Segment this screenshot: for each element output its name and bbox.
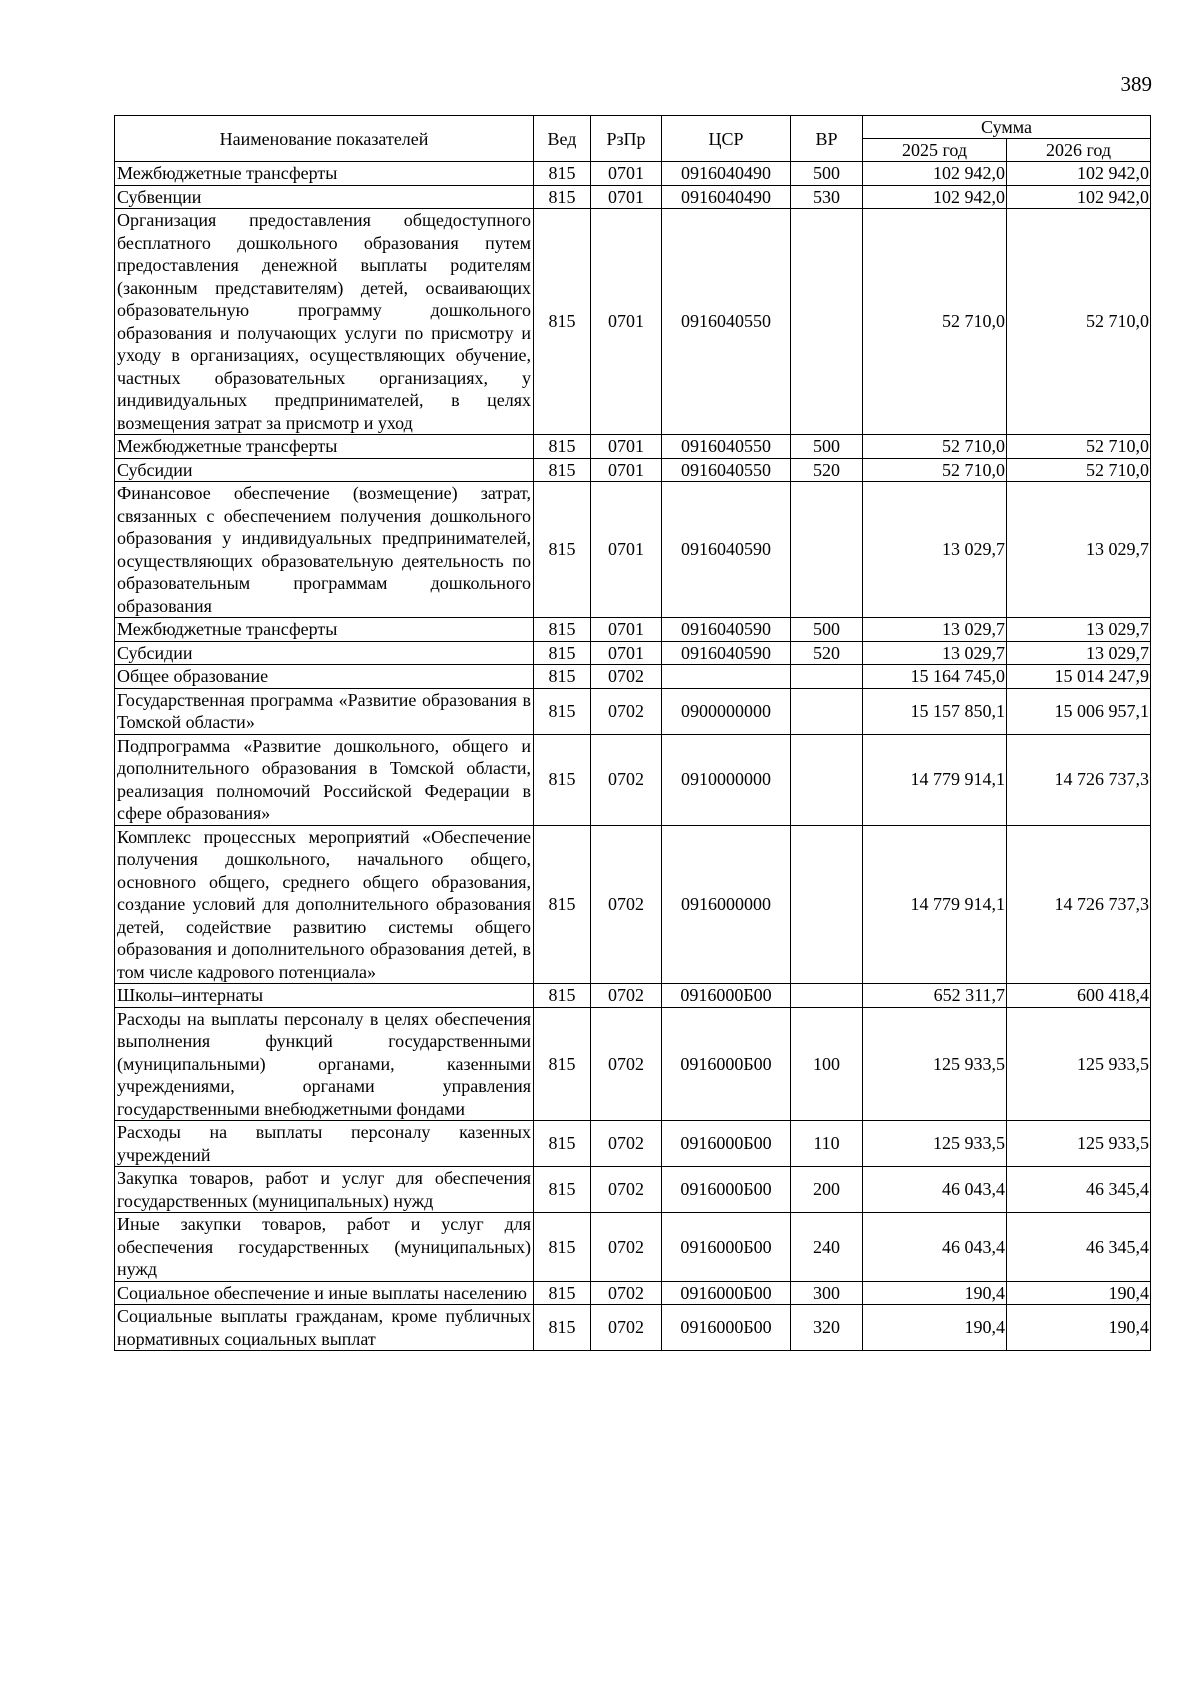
cell-rzpr: 0701 [591, 458, 662, 482]
cell-ved: 815 [534, 482, 591, 618]
table-row [115, 209, 1151, 435]
cell-amount-2026: 13 029,7 [1007, 482, 1151, 618]
cell-vr [791, 209, 863, 435]
cell-ved: 815 [534, 984, 591, 1008]
cell-csr: 0916000Б00 [662, 1213, 791, 1282]
table-row [115, 162, 1151, 186]
cell-vr: 500 [791, 618, 863, 642]
cell-amount-2026: 46 345,4 [1007, 1167, 1151, 1213]
cell-ved: 815 [534, 665, 591, 689]
cell-rzpr: 0701 [591, 185, 662, 209]
cell-name: Финансовое обеспечение (возмещение) затрат, связанных с обеспечением получения дошкольного образования у индивидуальных предпринимателей, осуществляющих образовательную деятельность по образовательным программам дошкольного образования [115, 482, 534, 618]
cell-amount-2025: 52 710,0 [863, 209, 1007, 435]
cell-name: Закупка товаров, работ и услуг для обеспечения государственных (муниципальных) нужд [115, 1167, 534, 1213]
budget-table [114, 115, 1151, 1351]
cell-rzpr: 0702 [591, 984, 662, 1008]
cell-rzpr: 0701 [591, 162, 662, 186]
table-row [115, 1281, 1151, 1305]
cell-csr: 0900000000 [662, 688, 791, 734]
table-row [115, 665, 1151, 689]
table-row [115, 1305, 1151, 1351]
cell-amount-2025: 46 043,4 [863, 1213, 1007, 1282]
cell-amount-2026: 600 418,4 [1007, 984, 1151, 1008]
cell-amount-2025: 125 933,5 [863, 1007, 1007, 1121]
cell-csr: 0916040590 [662, 618, 791, 642]
cell-rzpr: 0702 [591, 1007, 662, 1121]
cell-name: Комплекс процессных мероприятий «Обеспечение получения дошкольного, начального общего, основного общего, среднего общего образования, создание условий для дополнительного образования детей, содействие развитию системы общего образования и дополнительного образования детей, в том числе кадрового потенциала» [115, 825, 534, 984]
cell-rzpr: 0702 [591, 665, 662, 689]
cell-ved: 815 [534, 641, 591, 665]
cell-amount-2025: 14 779 914,1 [863, 825, 1007, 984]
cell-rzpr: 0701 [591, 482, 662, 618]
cell-vr [791, 825, 863, 984]
cell-ved: 815 [534, 185, 591, 209]
cell-ved: 815 [534, 825, 591, 984]
cell-ved: 815 [534, 1167, 591, 1213]
cell-csr: 0916040550 [662, 209, 791, 435]
cell-name: Межбюджетные трансферты [115, 618, 534, 642]
table-row [115, 185, 1151, 209]
cell-ved: 815 [534, 1007, 591, 1121]
cell-amount-2025: 52 710,0 [863, 435, 1007, 459]
cell-name: Государственная программа «Развитие образования в Томской области» [115, 688, 534, 734]
header-year-2025: 2025 год [863, 139, 1007, 162]
table-header [115, 116, 1151, 162]
cell-name: Социальное обеспечение и иные выплаты населению [115, 1281, 534, 1305]
cell-csr: 0916000Б00 [662, 984, 791, 1008]
cell-amount-2026: 14 726 737,3 [1007, 734, 1151, 825]
cell-amount-2026: 102 942,0 [1007, 185, 1151, 209]
header-rzpr: РзПр [591, 116, 662, 162]
cell-vr: 500 [791, 162, 863, 186]
cell-vr [791, 482, 863, 618]
cell-amount-2025: 102 942,0 [863, 162, 1007, 186]
cell-amount-2026: 190,4 [1007, 1305, 1151, 1351]
cell-amount-2026: 52 710,0 [1007, 209, 1151, 435]
cell-csr: 0916040490 [662, 162, 791, 186]
cell-amount-2026: 52 710,0 [1007, 435, 1151, 459]
cell-csr: 0916000Б00 [662, 1167, 791, 1213]
table-row [115, 641, 1151, 665]
cell-name: Социальные выплаты гражданам, кроме публичных нормативных социальных выплат [115, 1305, 534, 1351]
cell-rzpr: 0701 [591, 618, 662, 642]
cell-amount-2025: 46 043,4 [863, 1167, 1007, 1213]
table-body [115, 162, 1151, 1351]
cell-ved: 815 [534, 1213, 591, 1282]
table-row [115, 688, 1151, 734]
cell-amount-2026: 15 014 247,9 [1007, 665, 1151, 689]
cell-csr: 0916000Б00 [662, 1007, 791, 1121]
cell-csr [662, 665, 791, 689]
cell-vr: 200 [791, 1167, 863, 1213]
cell-rzpr: 0702 [591, 825, 662, 984]
cell-rzpr: 0702 [591, 734, 662, 825]
cell-vr: 100 [791, 1007, 863, 1121]
cell-ved: 815 [534, 1121, 591, 1167]
cell-name: Межбюджетные трансферты [115, 162, 534, 186]
cell-vr: 300 [791, 1281, 863, 1305]
cell-vr: 530 [791, 185, 863, 209]
cell-name: Общее образование [115, 665, 534, 689]
cell-csr: 0910000000 [662, 734, 791, 825]
cell-amount-2025: 190,4 [863, 1281, 1007, 1305]
table-row [115, 1213, 1151, 1282]
cell-ved: 815 [534, 734, 591, 825]
cell-csr: 0916040550 [662, 458, 791, 482]
cell-amount-2025: 15 164 745,0 [863, 665, 1007, 689]
table-row [115, 1007, 1151, 1121]
cell-vr: 500 [791, 435, 863, 459]
cell-csr: 0916040490 [662, 185, 791, 209]
cell-csr: 0916000Б00 [662, 1305, 791, 1351]
cell-amount-2025: 125 933,5 [863, 1121, 1007, 1167]
cell-vr: 520 [791, 458, 863, 482]
cell-csr: 0916000Б00 [662, 1121, 791, 1167]
header-name: Наименование показателей [115, 116, 534, 162]
cell-amount-2026: 125 933,5 [1007, 1121, 1151, 1167]
cell-rzpr: 0701 [591, 209, 662, 435]
cell-csr: 0916040550 [662, 435, 791, 459]
cell-name: Расходы на выплаты персоналу в целях обеспечения выполнения функций государственными (муниципальными) органами, казенными учреждениями, органами управления государственными внебюджетными фондами [115, 1007, 534, 1121]
cell-amount-2026: 13 029,7 [1007, 641, 1151, 665]
table-row [115, 435, 1151, 459]
cell-ved: 815 [534, 688, 591, 734]
cell-rzpr: 0702 [591, 1305, 662, 1351]
cell-rzpr: 0702 [591, 1213, 662, 1282]
cell-rzpr: 0702 [591, 688, 662, 734]
cell-name: Межбюджетные трансферты [115, 435, 534, 459]
header-year-2026: 2026 год [1007, 139, 1151, 162]
cell-csr: 0916040590 [662, 482, 791, 618]
table-row [115, 984, 1151, 1008]
cell-rzpr: 0702 [591, 1121, 662, 1167]
header-vr: ВР [791, 116, 863, 162]
cell-amount-2025: 15 157 850,1 [863, 688, 1007, 734]
cell-name: Иные закупки товаров, работ и услуг для обеспечения государственных (муниципальных) нужд [115, 1213, 534, 1282]
cell-ved: 815 [534, 1305, 591, 1351]
cell-amount-2026: 52 710,0 [1007, 458, 1151, 482]
cell-vr: 110 [791, 1121, 863, 1167]
cell-amount-2026: 15 006 957,1 [1007, 688, 1151, 734]
cell-amount-2026: 102 942,0 [1007, 162, 1151, 186]
cell-amount-2025: 13 029,7 [863, 641, 1007, 665]
cell-name: Подпрограмма «Развитие дошкольного, общего и дополнительного образования в Томской области, реализация полномочий Российской Федерации в сфере образования» [115, 734, 534, 825]
cell-vr [791, 665, 863, 689]
cell-amount-2026: 14 726 737,3 [1007, 825, 1151, 984]
table-row [115, 825, 1151, 984]
cell-name: Организация предоставления общедоступного бесплатного дошкольного образования путем предоставления денежной выплаты родителям (законным представителям) детей, осваивающих образовательную программу дошкольного образования и получающих услуги по присмотру и уходу в организациях, осуществляющих обучение, частных образовательных организациях, у индивидуальных предпринимателей, в целях возмещения затрат за присмотр и уход [115, 209, 534, 435]
cell-ved: 815 [534, 1281, 591, 1305]
cell-ved: 815 [534, 458, 591, 482]
cell-amount-2025: 13 029,7 [863, 618, 1007, 642]
cell-amount-2025: 14 779 914,1 [863, 734, 1007, 825]
cell-name: Расходы на выплаты персоналу казенных учреждений [115, 1121, 534, 1167]
cell-amount-2025: 102 942,0 [863, 185, 1007, 209]
cell-amount-2025: 652 311,7 [863, 984, 1007, 1008]
cell-name: Субвенции [115, 185, 534, 209]
cell-amount-2026: 125 933,5 [1007, 1007, 1151, 1121]
table-row [115, 734, 1151, 825]
cell-csr: 0916040590 [662, 641, 791, 665]
cell-amount-2025: 52 710,0 [863, 458, 1007, 482]
cell-amount-2025: 13 029,7 [863, 482, 1007, 618]
cell-csr: 0916000Б00 [662, 1281, 791, 1305]
header-ved: Вед [534, 116, 591, 162]
cell-rzpr: 0701 [591, 435, 662, 459]
cell-amount-2026: 190,4 [1007, 1281, 1151, 1305]
header-csr: ЦСР [662, 116, 791, 162]
cell-vr: 320 [791, 1305, 863, 1351]
table-row [115, 1167, 1151, 1213]
table-row [115, 458, 1151, 482]
cell-name: Субсидии [115, 641, 534, 665]
cell-amount-2026: 13 029,7 [1007, 618, 1151, 642]
cell-name: Школы–интернаты [115, 984, 534, 1008]
cell-rzpr: 0701 [591, 641, 662, 665]
cell-name: Субсидии [115, 458, 534, 482]
cell-amount-2026: 46 345,4 [1007, 1213, 1151, 1282]
table-row [115, 618, 1151, 642]
cell-amount-2025: 190,4 [863, 1305, 1007, 1351]
cell-rzpr: 0702 [591, 1167, 662, 1213]
table-row [115, 1121, 1151, 1167]
cell-ved: 815 [534, 209, 591, 435]
cell-ved: 815 [534, 435, 591, 459]
page-number: 389 [1120, 72, 1152, 96]
cell-rzpr: 0702 [591, 1281, 662, 1305]
cell-vr [791, 688, 863, 734]
cell-ved: 815 [534, 618, 591, 642]
cell-vr: 520 [791, 641, 863, 665]
cell-ved: 815 [534, 162, 591, 186]
cell-vr [791, 734, 863, 825]
header-sum: Сумма [863, 116, 1151, 139]
cell-csr: 0916000000 [662, 825, 791, 984]
cell-vr [791, 984, 863, 1008]
table-row [115, 482, 1151, 618]
cell-vr: 240 [791, 1213, 863, 1282]
